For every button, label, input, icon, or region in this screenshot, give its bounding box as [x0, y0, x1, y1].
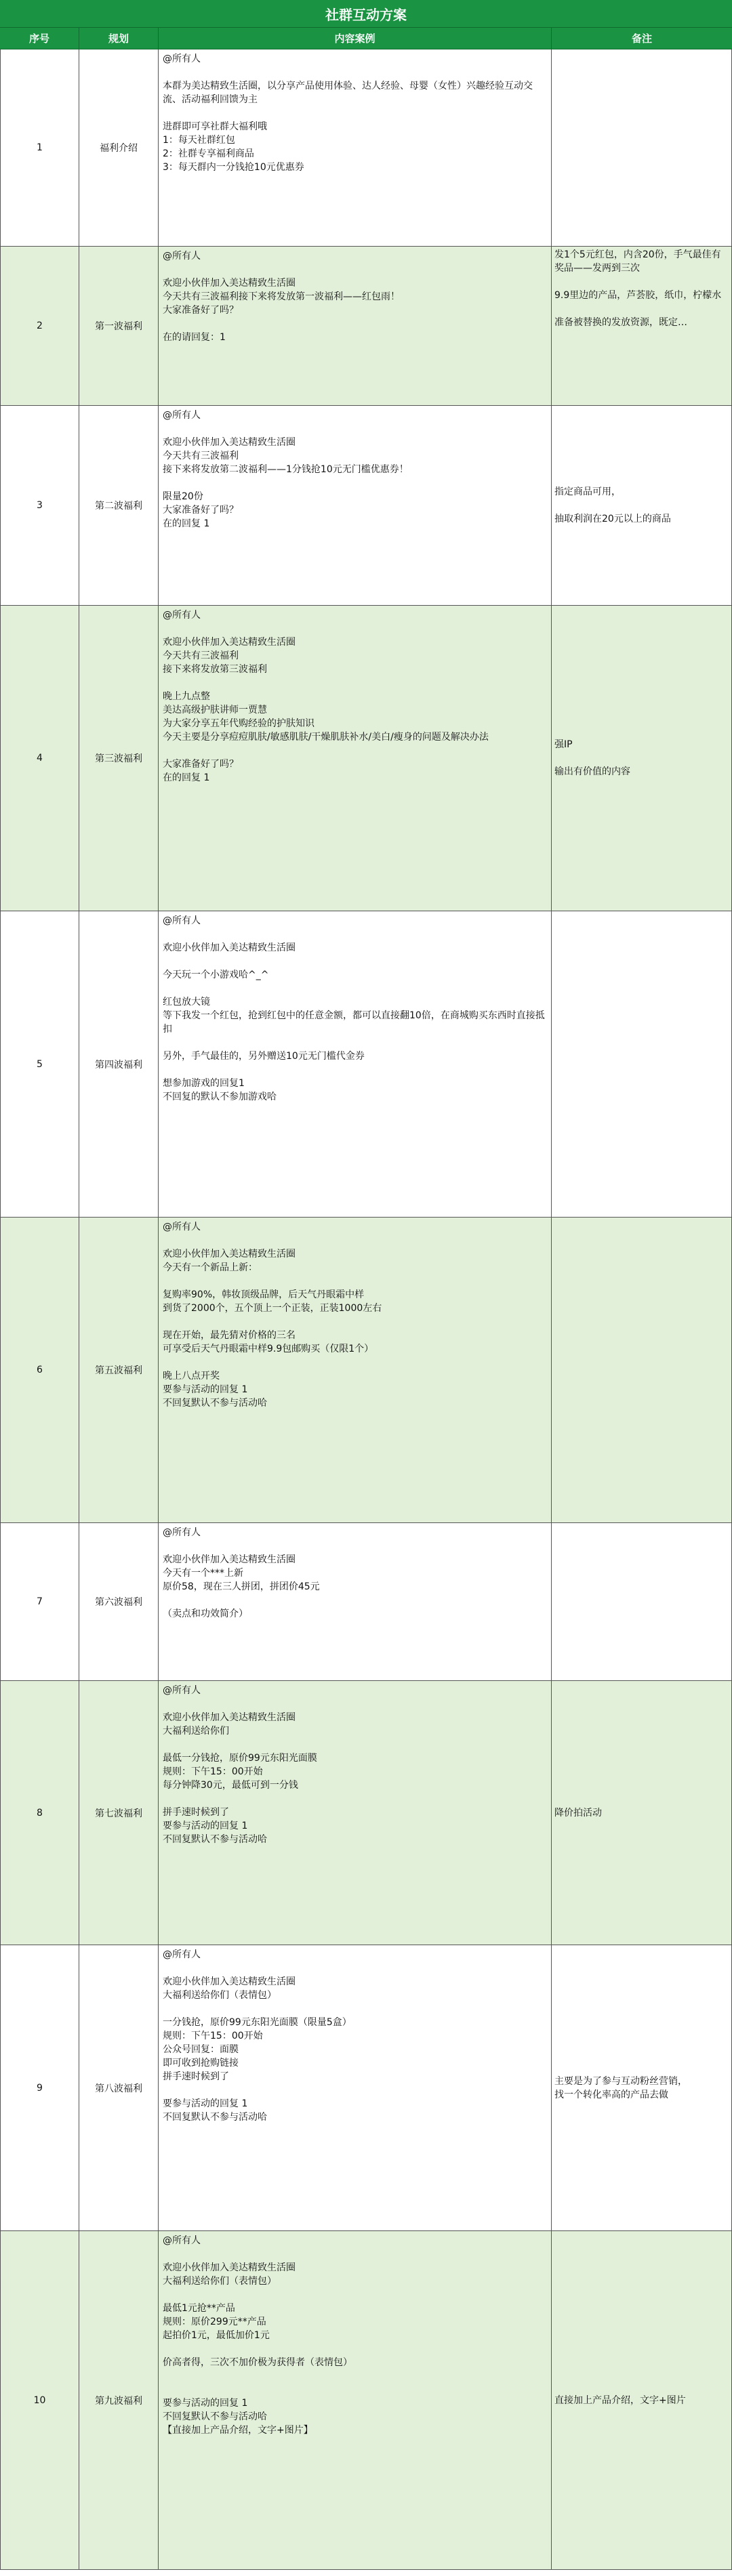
table-body	[0, 49, 732, 2570]
row-plan: 第六波福利	[79, 1523, 159, 1680]
row-note-text: 主要是为了参与互动粉丝营销， 找一个转化率高的产品去做	[554, 2075, 687, 2100]
row-note	[552, 1218, 732, 1522]
row-number: 5	[0, 911, 79, 1217]
header-content: 内容案例	[159, 28, 552, 49]
row-note-text: 强IP 输出有价值的内容	[554, 739, 630, 777]
header-plan: 规划	[79, 28, 159, 49]
table-row	[0, 1218, 732, 1523]
sheet-title: 社群互动方案	[0, 0, 732, 28]
table-row	[0, 1523, 732, 1681]
row-note	[552, 1945, 732, 2230]
row-content: @所有人 欢迎小伙伴加入美达精致生活圈 今天共有三波福利 接下来将发放第三波福利 晚上九点整 美达高级护肤讲师一贾慧 为大家分享五年代购经验的护肤知识 今天主要是分享痘痘肌肤/敏感肌肤/干燥肌肤补水/美白/瘦身的问题及解决办法 大家准备好了吗？ 在的回复 1	[159, 606, 552, 911]
row-number: 10	[0, 2231, 79, 2569]
row-plan: 第九波福利	[79, 2231, 159, 2569]
row-note-text: 降价拍活动	[554, 1807, 602, 1819]
table-row	[0, 406, 732, 606]
row-note	[552, 2231, 732, 2569]
row-content: @所有人 欢迎小伙伴加入美达精致生活圈 今天有一个***上新 原价58，现在三人拼团，拼团价45元 （卖点和功效简介）	[159, 1523, 552, 1680]
row-note	[552, 1681, 732, 1945]
row-number: 8	[0, 1681, 79, 1945]
row-note	[552, 49, 732, 246]
header-row	[0, 28, 732, 49]
row-number: 2	[0, 247, 79, 405]
table-row	[0, 1681, 732, 1945]
table-row	[0, 247, 732, 406]
row-plan: 第五波福利	[79, 1218, 159, 1522]
table-row	[0, 606, 732, 911]
row-content: @所有人 欢迎小伙伴加入美达精致生活圈 今天玩一个小游戏哈^_^ 红包放大镜 等下我发一个红包，抢到红包中的任意金额，都可以直接翻10倍，在商城购买东西时直接抵扣 另外，手气最佳的，另外赠送10元无门槛代金券 想参加游戏的回复1 不回复的默认不参加游戏哈	[159, 911, 552, 1217]
row-note-text: 指定商品可用， 抽取利润在20元以上的商品	[554, 486, 671, 524]
row-content: @所有人 本群为美达精致生活圈，以分享产品使用体验、达人经验、母婴（女性）兴趣经验互动交流、活动福利回馈为主 进群即可享社群大福利哦 1：每天社群红包 2：社群专享福利商品 3：每天群内一分钱抢10元优惠券	[159, 49, 552, 246]
row-content: @所有人 欢迎小伙伴加入美达精致生活圈 今天共有三波福利接下来将发放第一波福利——红包雨！ 大家准备好了吗？ 在的请回复：1	[159, 247, 552, 405]
table-row	[0, 1945, 732, 2231]
row-number: 4	[0, 606, 79, 911]
table-row	[0, 911, 732, 1218]
row-plan: 第八波福利	[79, 1945, 159, 2230]
row-note: 发1个5元红包，内含20份，手气最佳有奖品——发两到三次 9.9里边的产品，芦荟胶，纸巾，柠檬水 准备被替换的发放资源，既定…	[552, 247, 732, 405]
header-no: 序号	[0, 28, 79, 49]
row-note	[552, 1523, 732, 1680]
row-plan: 第二波福利	[79, 406, 159, 605]
row-content: @所有人 欢迎小伙伴加入美达精致生活圈 大福利送给你们（表情包） 最低1元抢**产品 规则：原价299元**产品 起拍价1元，最低加价1元 价高者得，三次不加价极为获得者（表情包） 要参与活动的回复 1 不回复默认不参与活动哈 【直接加上产品介绍，文字+图片】	[159, 2231, 552, 2569]
row-plan: 第一波福利	[79, 247, 159, 405]
row-note	[552, 406, 732, 605]
row-content: @所有人 欢迎小伙伴加入美达精致生活圈 今天有一个新品上新： 复购率90%，韩妆顶级品牌，后天气丹眼霜中样 到货了2000个，五个顶上一个正装，正装1000左右 现在开始，最先猜对价格的三名 可享受后天气丹眼霜中样9.9包邮购买（仅限1个） 晚上八点开奖 要参与活动的回复 1 不回复默认不参与活动哈	[159, 1218, 552, 1522]
row-content: @所有人 欢迎小伙伴加入美达精致生活圈 大福利送给你们 最低一分钱抢，原价99元东阳光面膜 规则：下午15：00开始 每分钟降30元，最低可到一分钱 拼手速时候到了 要参与活动的回复 1 不回复默认不参与活动哈	[159, 1681, 552, 1945]
row-content: @所有人 欢迎小伙伴加入美达精致生活圈 今天共有三波福利 接下来将发放第二波福利——1分钱抢10元无门槛优惠券！ 限量20份 大家准备好了吗？ 在的回复 1	[159, 406, 552, 605]
row-number: 7	[0, 1523, 79, 1680]
row-number: 1	[0, 49, 79, 246]
row-note	[552, 606, 732, 911]
row-note	[552, 911, 732, 1217]
header-note: 备注	[552, 28, 732, 49]
row-plan: 福利介绍	[79, 49, 159, 246]
row-plan: 第三波福利	[79, 606, 159, 911]
table-row	[0, 2231, 732, 2570]
table-row	[0, 49, 732, 247]
row-number: 3	[0, 406, 79, 605]
row-content: @所有人 欢迎小伙伴加入美达精致生活圈 大福利送给你们（表情包） 一分钱抢，原价99元东阳光面膜（限量5盒） 规则：下午15：00开始 公众号回复：面膜 即可收到抢购链接 拼手速时候到了 要参与活动的回复 1 不回复默认不参与活动哈	[159, 1945, 552, 2230]
row-plan: 第七波福利	[79, 1681, 159, 1945]
row-number: 9	[0, 1945, 79, 2230]
row-plan: 第四波福利	[79, 911, 159, 1217]
row-note-text: 直接加上产品介绍，文字+图片	[554, 2394, 686, 2406]
row-number: 6	[0, 1218, 79, 1522]
